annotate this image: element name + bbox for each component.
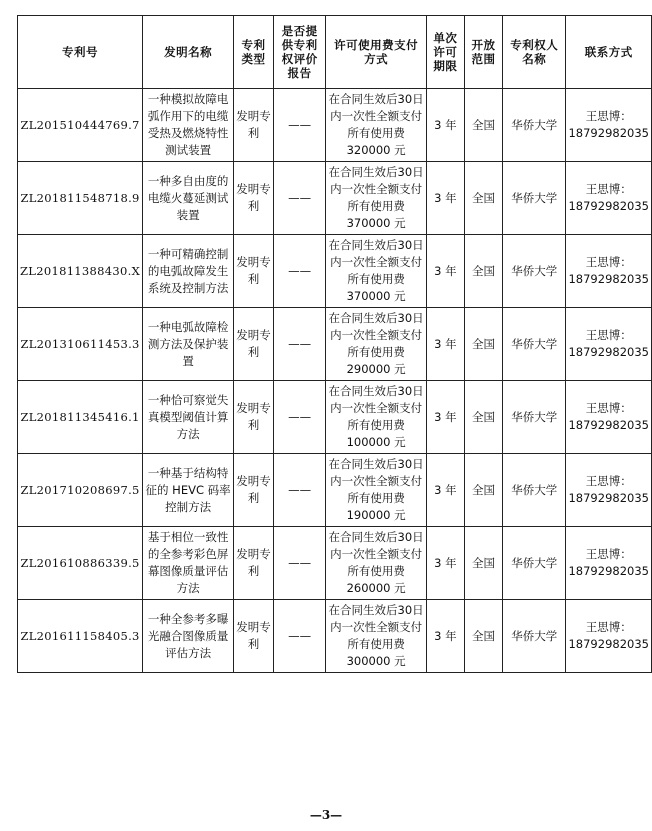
table-row [18, 162, 652, 235]
payment-cell: 在合同生效后30日内一次性全额支付所有使用费 290000 元 [326, 308, 426, 381]
evaluation-report-cell: —— [273, 235, 325, 308]
patentee-cell: 华侨大学 [503, 527, 566, 600]
table-row [18, 527, 652, 600]
contact-cell: 王思博：18792982035 [566, 527, 652, 600]
scope-cell: 全国 [464, 162, 502, 235]
evaluation-report-cell: —— [273, 308, 325, 381]
patent-no-cell: ZL201611158405.3 [18, 600, 143, 673]
table-row [18, 381, 652, 454]
patent-type-cell: 发明专利 [234, 235, 274, 308]
header-invention-name: 发明名称 [143, 16, 234, 89]
patentee-cell: 华侨大学 [503, 89, 566, 162]
table-row [18, 600, 652, 673]
invention-name-cell: 一种可精确控制的电弧故障发生系统及控制方法 [143, 235, 234, 308]
header-contact: 联系方式 [566, 16, 652, 89]
table-row [18, 235, 652, 308]
term-cell: 3 年 [426, 454, 464, 527]
contact-cell: 王思博：18792982035 [566, 235, 652, 308]
scope-cell: 全国 [464, 527, 502, 600]
term-cell: 3 年 [426, 527, 464, 600]
invention-name-cell: 一种电弧故障检测方法及保护装置 [143, 308, 234, 381]
evaluation-report-cell: —— [273, 162, 325, 235]
header-patentee: 专利权人名称 [503, 16, 566, 89]
term-cell: 3 年 [426, 162, 464, 235]
contact-cell: 王思博：18792982035 [566, 89, 652, 162]
term-cell: 3 年 [426, 89, 464, 162]
patent-no-cell: ZL201710208697.5 [18, 454, 143, 527]
payment-cell: 在合同生效后30日内一次性全额支付所有使用费 260000 元 [326, 527, 426, 600]
scope-cell: 全国 [464, 308, 502, 381]
patent-no-cell: ZL201510444769.7 [18, 89, 143, 162]
scope-cell: 全国 [464, 235, 502, 308]
patent-type-cell: 发明专利 [234, 89, 274, 162]
contact-cell: 王思博：18792982035 [566, 308, 652, 381]
page-number: —3— [309, 808, 343, 822]
evaluation-report-cell: —— [273, 527, 325, 600]
patentee-cell: 华侨大学 [503, 454, 566, 527]
patent-type-cell: 发明专利 [234, 308, 274, 381]
payment-cell: 在合同生效后30日内一次性全额支付所有使用费 370000 元 [326, 235, 426, 308]
term-cell: 3 年 [426, 308, 464, 381]
invention-name-cell: 一种模拟故障电弧作用下的电缆受热及燃烧特性测试装置 [143, 89, 234, 162]
evaluation-report-cell: —— [273, 381, 325, 454]
payment-cell: 在合同生效后30日内一次性全额支付所有使用费 300000 元 [326, 600, 426, 673]
patent-no-cell: ZL201310611453.3 [18, 308, 143, 381]
invention-name-cell: 一种基于结构特征的 HEVC 码率控制方法 [143, 454, 234, 527]
patent-license-table [17, 15, 652, 673]
patent-type-cell: 发明专利 [234, 162, 274, 235]
payment-cell: 在合同生效后30日内一次性全额支付所有使用费 190000 元 [326, 454, 426, 527]
scope-cell: 全国 [464, 454, 502, 527]
patentee-cell: 华侨大学 [503, 600, 566, 673]
payment-cell: 在合同生效后30日内一次性全额支付所有使用费 320000 元 [326, 89, 426, 162]
patent-no-cell: ZL201811345416.1 [18, 381, 143, 454]
table-row [18, 454, 652, 527]
evaluation-report-cell: —— [273, 89, 325, 162]
contact-cell: 王思博：18792982035 [566, 162, 652, 235]
evaluation-report-cell: —— [273, 454, 325, 527]
invention-name-cell: 一种恰可察觉失真模型阈值计算方法 [143, 381, 234, 454]
header-evaluation-report: 是否提供专利权评价报告 [273, 16, 325, 89]
patent-no-cell: ZL201610886339.5 [18, 527, 143, 600]
patentee-cell: 华侨大学 [503, 235, 566, 308]
invention-name-cell: 一种多自由度的电缆火蔓延测试装置 [143, 162, 234, 235]
header-payment: 许可使用费支付方式 [326, 16, 426, 89]
patent-no-cell: ZL201811548718.9 [18, 162, 143, 235]
scope-cell: 全国 [464, 89, 502, 162]
header-patent-no: 专利号 [18, 16, 143, 89]
header-row [18, 16, 652, 89]
term-cell: 3 年 [426, 235, 464, 308]
patent-type-cell: 发明专利 [234, 527, 274, 600]
scope-cell: 全国 [464, 600, 502, 673]
term-cell: 3 年 [426, 381, 464, 454]
scope-cell: 全国 [464, 381, 502, 454]
table-row [18, 89, 652, 162]
invention-name-cell: 基于相位一致性的全参考彩色屏幕图像质量评估方法 [143, 527, 234, 600]
patent-type-cell: 发明专利 [234, 600, 274, 673]
payment-cell: 在合同生效后30日内一次性全额支付所有使用费 370000 元 [326, 162, 426, 235]
patent-type-cell: 发明专利 [234, 454, 274, 527]
patent-type-cell: 发明专利 [234, 381, 274, 454]
table-row [18, 308, 652, 381]
header-term: 单次许可期限 [426, 16, 464, 89]
payment-cell: 在合同生效后30日内一次性全额支付所有使用费 100000 元 [326, 381, 426, 454]
patentee-cell: 华侨大学 [503, 381, 566, 454]
contact-cell: 王思博：18792982035 [566, 600, 652, 673]
contact-cell: 王思博：18792982035 [566, 454, 652, 527]
header-patent-type: 专利类型 [234, 16, 274, 89]
contact-cell: 王思博：18792982035 [566, 381, 652, 454]
patent-no-cell: ZL201811388430.X [18, 235, 143, 308]
patentee-cell: 华侨大学 [503, 162, 566, 235]
invention-name-cell: 一种全参考多曝光融合图像质量评估方法 [143, 600, 234, 673]
term-cell: 3 年 [426, 600, 464, 673]
patentee-cell: 华侨大学 [503, 308, 566, 381]
header-scope: 开放范围 [464, 16, 502, 89]
evaluation-report-cell: —— [273, 600, 325, 673]
